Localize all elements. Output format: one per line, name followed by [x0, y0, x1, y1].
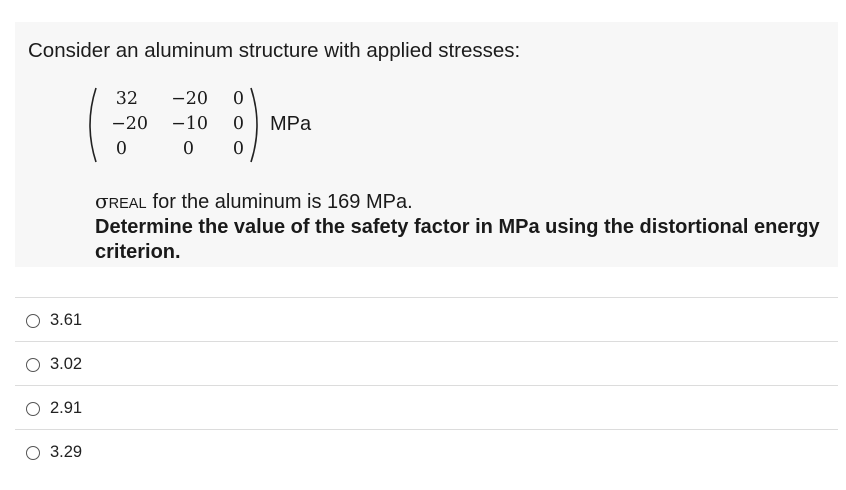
stress-matrix — [86, 86, 266, 164]
matrix-cell: −20 — [171, 89, 208, 109]
sigma-symbol: σ — [95, 189, 109, 213]
sigma-subscript: REAL — [108, 196, 147, 212]
question-instruction: Determine the value of the safety factor in MPa using the distortional energy criterion. — [95, 216, 820, 263]
radio-button[interactable] — [26, 446, 40, 460]
matrix-cell: 0 — [115, 139, 127, 159]
matrix-cell: 0 — [232, 139, 244, 159]
matrix-cell: 0 — [182, 139, 194, 159]
matrix-right-paren — [251, 88, 257, 162]
radio-button[interactable] — [26, 358, 40, 372]
matrix-cell: −10 — [171, 114, 208, 134]
answer-option-label: 3.29 — [50, 443, 83, 461]
matrix-unit: MPa — [270, 113, 312, 135]
radio-button[interactable] — [26, 402, 40, 416]
sigma-text: for the aluminum is 169 MPa. — [152, 191, 413, 213]
answer-option[interactable] — [15, 385, 838, 429]
sigma-statement — [95, 189, 413, 214]
matrix-cell: 0 — [232, 114, 244, 134]
answer-option[interactable] — [15, 297, 838, 341]
matrix-cell: 0 — [232, 89, 244, 109]
radio-button[interactable] — [26, 314, 40, 328]
matrix-cell: 32 — [115, 89, 138, 109]
answer-option-label: 3.61 — [50, 311, 83, 329]
answer-option[interactable] — [15, 341, 838, 385]
matrix-cell: −20 — [111, 114, 148, 134]
answer-option-label: 2.91 — [50, 399, 83, 417]
question-title: Consider an aluminum structure with applied stresses: — [28, 39, 521, 62]
answer-option[interactable] — [15, 429, 838, 473]
answer-options — [15, 297, 838, 473]
answer-option-label: 3.02 — [50, 355, 83, 373]
